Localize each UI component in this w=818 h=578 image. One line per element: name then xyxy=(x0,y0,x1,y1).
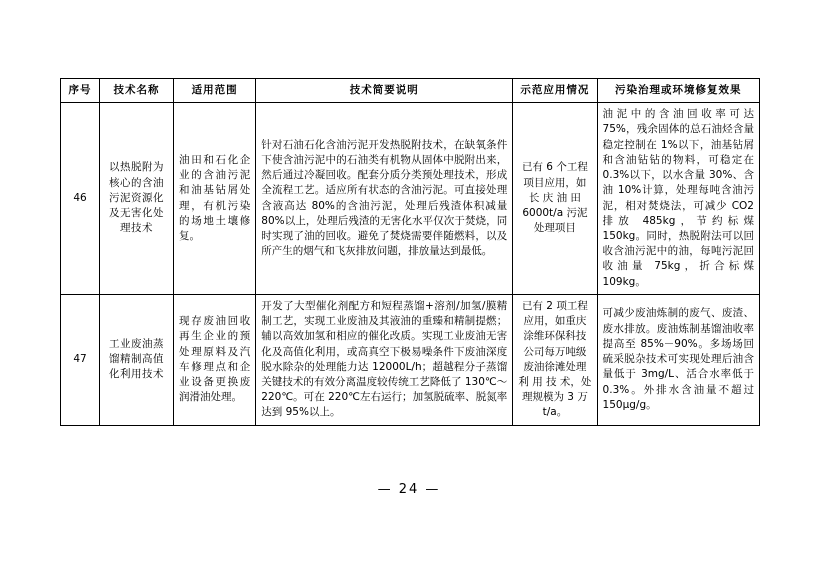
table-header-row xyxy=(61,79,760,103)
cell-effect: 油泥中的含油回收率可达 75%，残余固体的总石油烃含量稳定控制在 1%以下，油基钻屑和含油钻钻的物料，可稳定在 0.3%以下，以水含量 30%、含油 10%计算，处理每吨含油污泥，相对焚烧法，可减少 CO2 排放 485kg，节约标煤 150kg。同时，热脱附法可以回收含油污泥中的油，每吨污泥回收油量 75kg，折合标煤 109kg。 xyxy=(597,103,759,295)
technology-catalog-table xyxy=(60,78,760,426)
table-row xyxy=(61,103,760,295)
cell-description: 针对石油石化含油污泥开发热脱附技术，在缺氧条件下使含油污泥中的石油类有机物从固体中脱附出来，然后通过冷凝回收。配套分质分类预处理技术，形成全流程工艺。适应所有状态的含油污泥。可直接处理含液高达 80%的含油污泥，处理后残渣体积减量 80%以上，处理后残渣的无害化水平仅次于焚烧，同时实现了油的回收。避免了焚烧需要伴随燃料，以及所产生的烟气和飞灰排放问题，排放量达到最低。 xyxy=(256,103,513,295)
cell-demo-application: 已有 2 项工程应用，如重庆涂维环保科技公司每万吨级废油徐滩处理利 用 技 术，处理规模为 3 万 t/a。 xyxy=(513,294,597,425)
table-body xyxy=(61,103,760,425)
column-header-no: 序号 xyxy=(61,79,100,103)
cell-description: 开发了大型催化剂配方和短程蒸馏+溶剂/加氢/膜精制工艺，实现工业废油及其液油的重臻和精制提燃；辅以高效加氢和相应的催化改质。实现工业废油无害化及高值化利用，或高真空下极易噪条件下废油深度脱水除杂的处理能力达 12000L/h；超越程分子蒸馏关键技术的有效分离温度较传统工艺降低了 130℃～220℃。可在 220℃左右运行；加氢脱硫率、脱氮率达到 95%以上。 xyxy=(256,294,513,425)
cell-scope: 现存废油回收再生企业的预处理原料及汽车修理点和企业设备更换废润滑油处理。 xyxy=(174,294,256,425)
column-header-name: 技术名称 xyxy=(100,79,174,103)
table-header xyxy=(61,79,760,103)
cell-technology-name: 以热脱附为核心的含油污泥资源化及无害化处理技术 xyxy=(100,103,174,295)
column-header-effect: 污染治理或环境修复效果 xyxy=(597,79,759,103)
cell-demo-application: 已有 6 个工程项目应用，如长 庆 油 田 6000t/a 污泥处理项目 xyxy=(513,103,597,295)
cell-technology-name: 工业废油蒸馏精制高值化利用技术 xyxy=(100,294,174,425)
cell-no: 47 xyxy=(61,294,100,425)
cell-scope: 油田和石化企业的含油污泥和油基钻屑处理，有机污染的场地土壤修复。 xyxy=(174,103,256,295)
table-row xyxy=(61,294,760,425)
column-header-scope: 适用范围 xyxy=(174,79,256,103)
page-number: — 24 — xyxy=(377,482,441,497)
cell-no: 46 xyxy=(61,103,100,295)
cell-effect: 可减少废油炼制的废气、废渣、废水排放。废油炼制基馏油收率提高至 85%－90%。多场场回硫采脱杂技术可实现处理后油含量低于 3mg/L、活合水率低于 0.3%。外排水含油量不超过 150μg/g。 xyxy=(597,294,759,425)
column-header-description: 技术简要说明 xyxy=(256,79,513,103)
column-header-demo: 示范应用情况 xyxy=(513,79,597,103)
